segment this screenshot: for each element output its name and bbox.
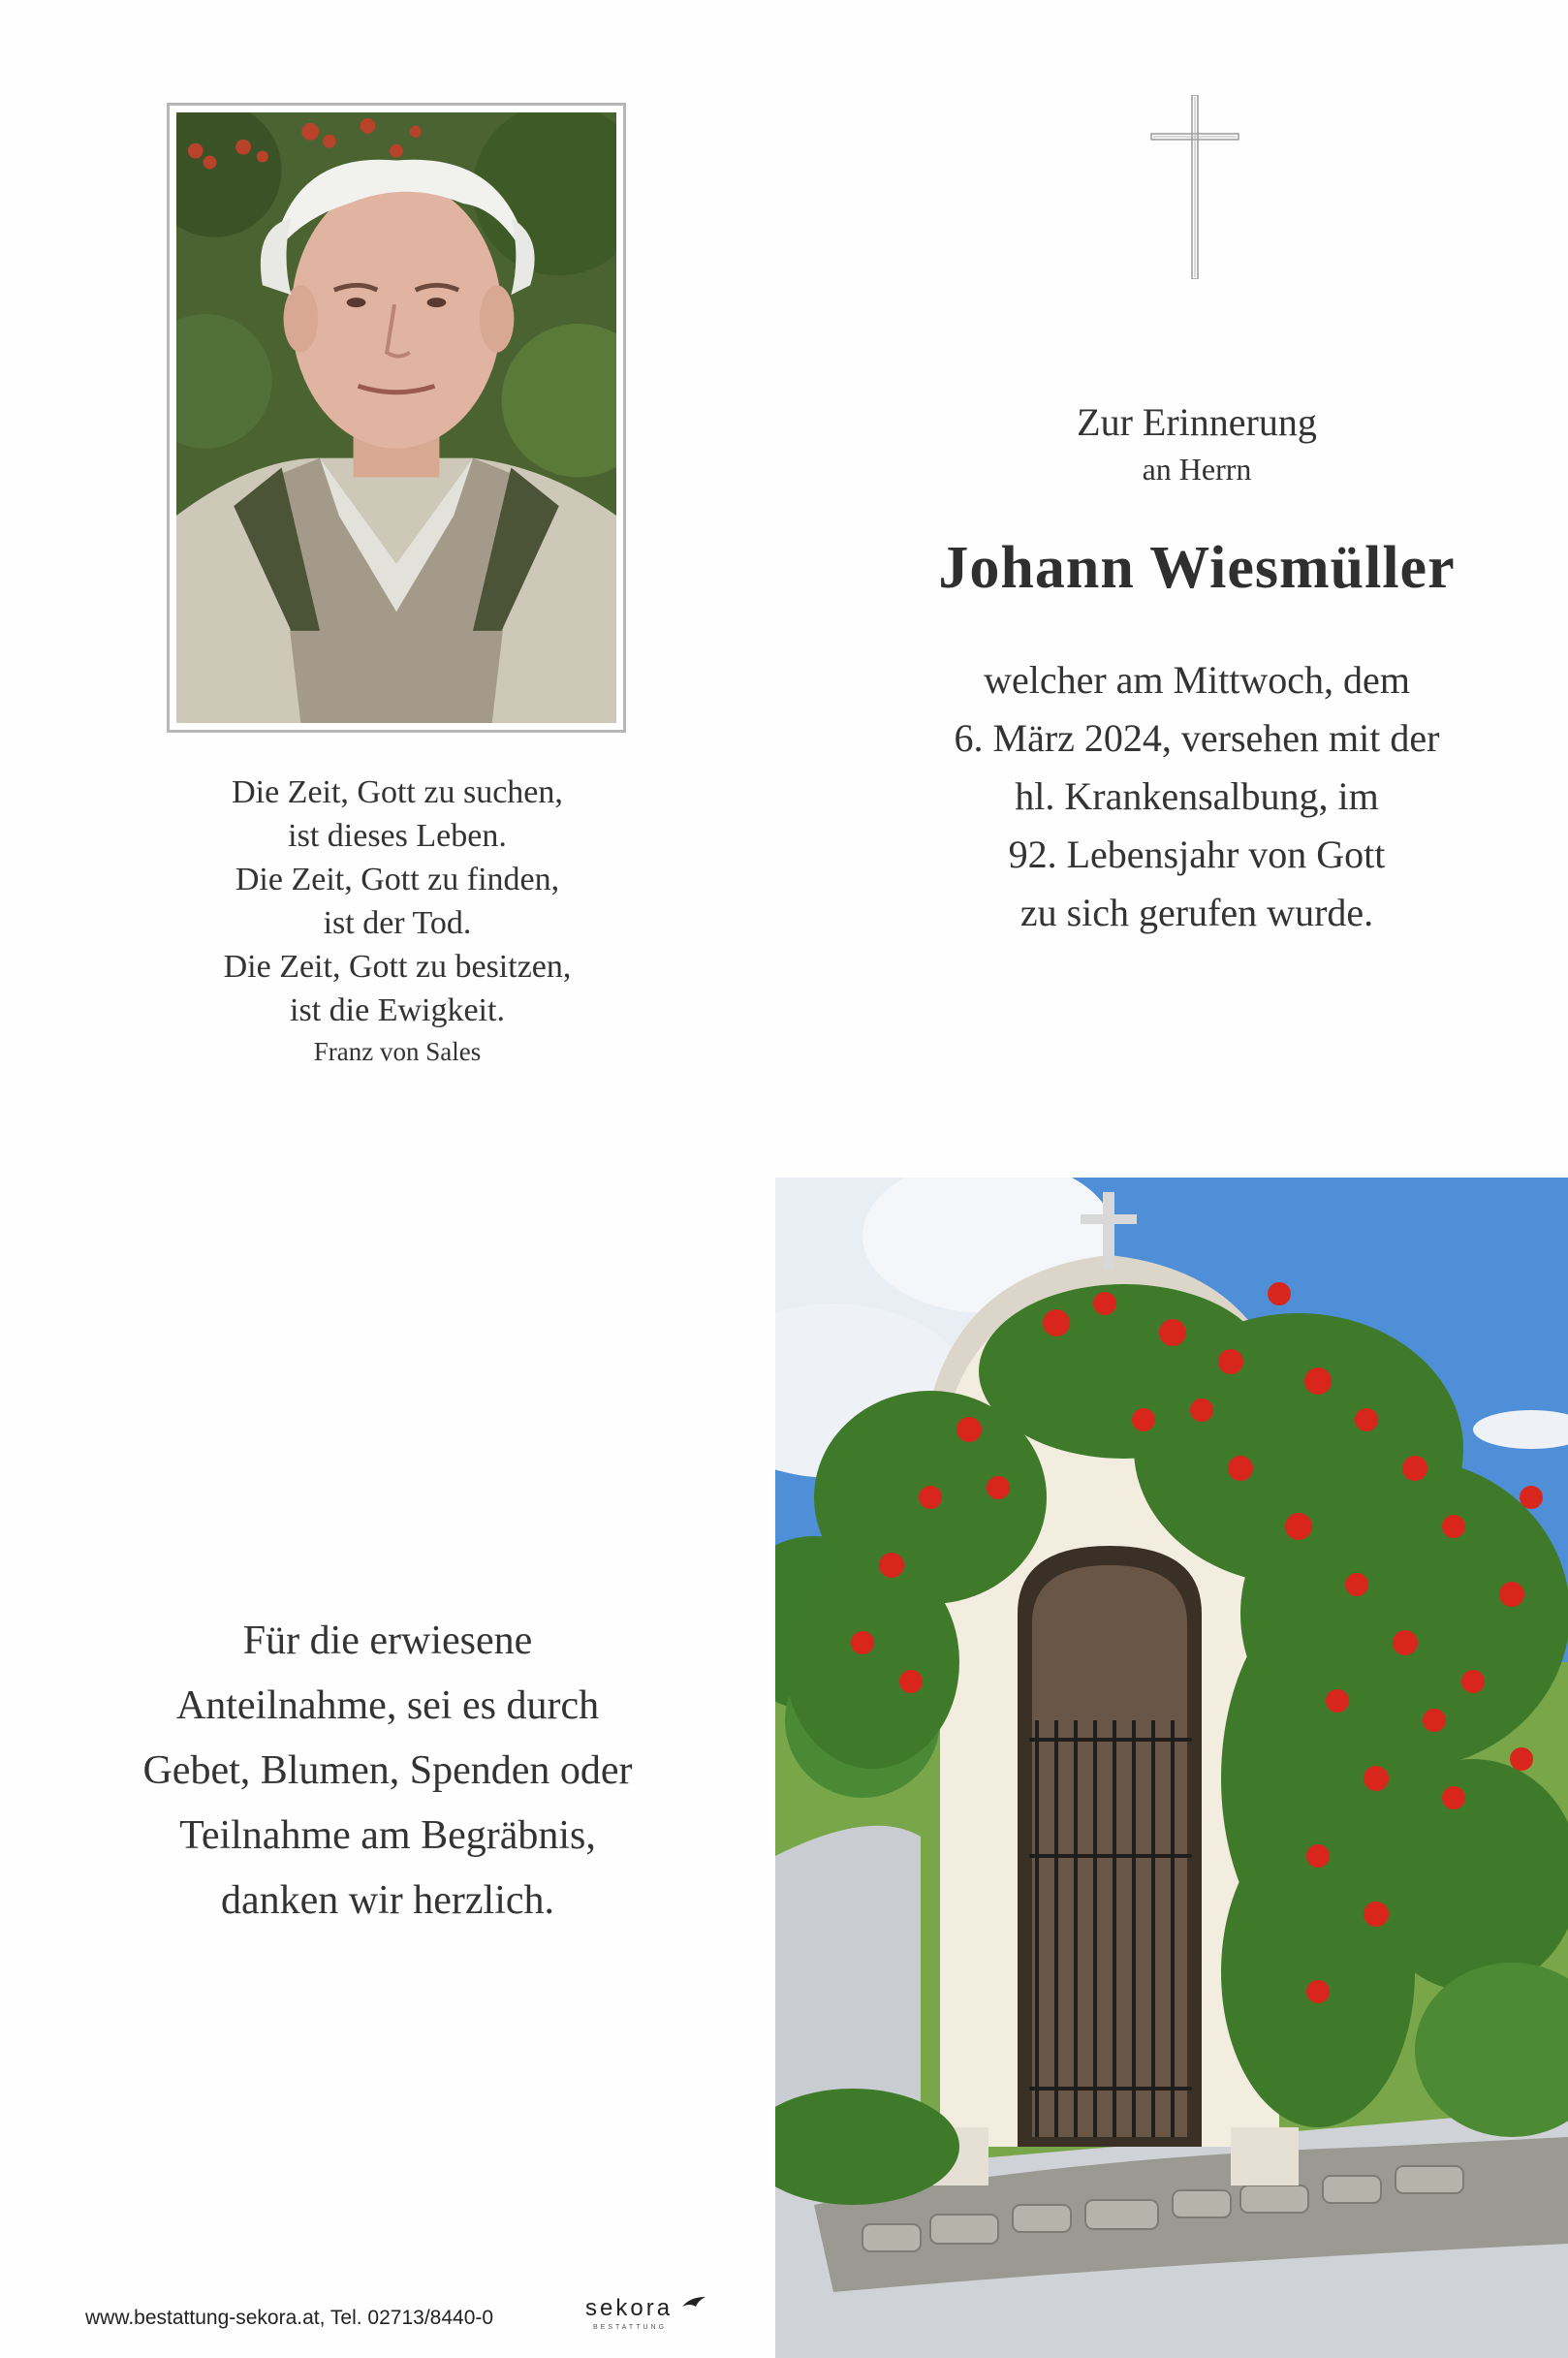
- footer-contact: www.bestattung-sekora.at, Tel. 02713/8440-0: [85, 2307, 494, 2329]
- quote-line: ist die Ewigkeit.: [290, 992, 505, 1028]
- thanks-block: [87, 1609, 688, 1934]
- thanks-line: Anteilnahme, sei es durch: [175, 1683, 600, 1728]
- quote-line: ist der Tod.: [323, 905, 472, 941]
- bird-icon: [680, 2295, 707, 2311]
- thanks-line: Gebet, Blumen, Spenden oder: [142, 1748, 633, 1793]
- portrait-frame: [167, 103, 626, 733]
- quote-line: Die Zeit, Gott zu finden,: [235, 862, 560, 897]
- thanks-line: danken wir herzlich.: [220, 1878, 555, 1923]
- quote-line: Die Zeit, Gott zu suchen,: [232, 774, 563, 810]
- death-line: 92. Lebensjahr von Gott: [1008, 833, 1386, 876]
- death-line: welcher am Mittwoch, dem: [984, 658, 1410, 702]
- thanks-line: Teilnahme am Begräbnis,: [179, 1813, 596, 1858]
- cross-icon: [1146, 95, 1243, 279]
- deceased-name: Johann Wiesmüller: [938, 535, 1456, 601]
- memorial-intro: Zur Erinnerung: [1077, 400, 1317, 444]
- quote-line: Die Zeit, Gott zu besitzen,: [223, 949, 572, 985]
- portrait-photo: [176, 112, 616, 723]
- memorial-salutation: an Herrn: [1142, 452, 1252, 487]
- death-line: hl. Krankensalbung, im: [1015, 774, 1379, 818]
- brand-name: sekora: [585, 2295, 674, 2321]
- death-line: zu sich gerufen wurde.: [1019, 891, 1374, 934]
- death-notice: [833, 651, 1560, 942]
- quote-block: [155, 770, 640, 1069]
- brand-logo: [585, 2295, 707, 2322]
- chapel-image: [775, 1178, 1568, 2358]
- memorial-text: [833, 397, 1560, 942]
- death-line: 6. März 2024, versehen mit der: [954, 716, 1440, 760]
- brand-sub: BESTATTUNG: [593, 2324, 668, 2331]
- quote-line: ist dieses Leben.: [288, 818, 507, 854]
- thanks-line: Für die erwiesene: [242, 1619, 533, 1663]
- quote-author: Franz von Sales: [313, 1037, 482, 1066]
